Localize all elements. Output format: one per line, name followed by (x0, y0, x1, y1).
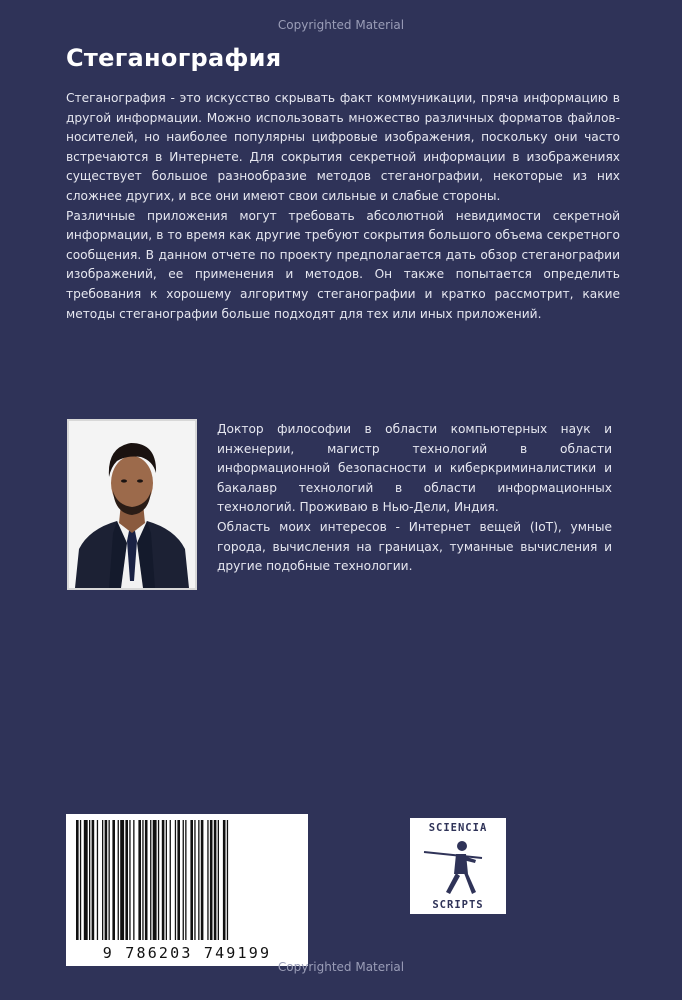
abstract-paragraph: Стеганография - это искусство скрывать факт коммуникации, пряча информацию в другой информации. Можно использовать множество различных форматов файлов-носителей, но наиболее популярны цифровые изображения, поскольку они часто встречаются в Интернете. Для сокрытия секретной информации в изображениях существует большое разнообразие методов стеганографии, некоторые из них сложнее других, и все они имеют свои сильные и слабые стороны. (66, 91, 620, 203)
abstract-text (66, 89, 620, 324)
author-photo (67, 419, 197, 590)
publisher-logo-bottom-text: SCRIPTS (432, 899, 484, 911)
watermark-bottom: Copyrighted Material (277, 960, 405, 974)
abstract-paragraph: Различные приложения могут требовать абсолютной невидимости секретной информации, в то время как другие требуют сокрытия большого объема секретного сообщения. В данном отчете по проекту предполагается дать обзор стеганографии изображений, ее применения и методов. Он также попытается определить требования к хорошему алгоритму стеганографии и кратко рассмотрит, какие методы стеганографии больше подходят для тех или иных приложений. (66, 208, 620, 321)
author-bio (217, 420, 612, 577)
isbn-barcode (66, 814, 308, 966)
publisher-logo (410, 818, 506, 914)
publisher-logo-top-text: SCIENCIA (428, 822, 488, 834)
barcode-bars-icon (66, 814, 308, 944)
author-bio-paragraph: Область моих интересов - Интернет вещей (IoT), умные города, вычисления на границах, туманные вычисления и другие подобные технологии. (217, 519, 612, 574)
author-bio-paragraph: Доктор философии в области компьютерных наук и инженерии, магистр технологий в области информационной безопасности и киберкриминалистики и бакалавр технологий в области информационных технологий. Проживаю в Нью-Дели, Индия. (217, 422, 612, 515)
book-title: Стеганография (66, 44, 282, 72)
barcode-digits: 9 786203 749199 (102, 944, 272, 962)
author-portrait-image (69, 421, 195, 588)
watermark-top: Copyrighted Material (277, 18, 405, 32)
